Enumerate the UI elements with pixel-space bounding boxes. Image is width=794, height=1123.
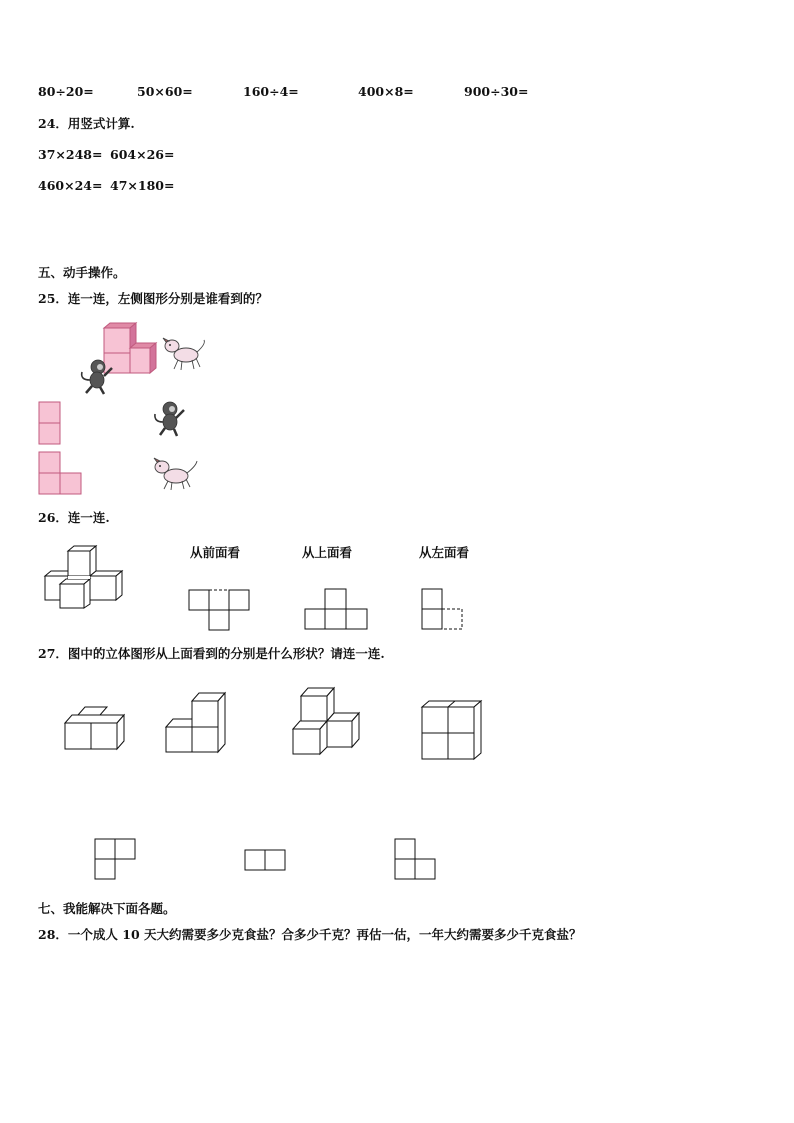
section-7-heading: 七、我能解决下面各题。	[38, 901, 176, 916]
arith-item-4: 400×8=	[358, 84, 414, 99]
q27-solid-1	[64, 706, 126, 750]
q26-view-label-top: 从上面看	[302, 545, 353, 560]
arith-item-5: 900÷30=	[464, 84, 529, 99]
q27-title: 27．图中的立体图形从上面看到的分别是什么形状？请连一连.	[38, 646, 385, 661]
q27-solid-4	[421, 700, 483, 760]
q26-view-label-left: 从左面看	[419, 545, 470, 560]
q27-top-view-3	[394, 838, 438, 882]
q26-view-column-dashed	[421, 588, 465, 631]
arith-item-2: 50×60=	[137, 84, 193, 99]
q24-item-1: 37×248=	[38, 147, 103, 162]
dog-icon	[152, 458, 200, 492]
q26-view-inverted-t	[304, 588, 368, 631]
dog-icon	[160, 338, 208, 372]
q28-title: 28．一个成人 10 天大约需要多少克食盐？合多少千克？再估一估，一年大约需要多少千克食盐？	[38, 927, 582, 942]
monkey-icon	[78, 358, 114, 396]
q26-view-label-front: 从前面看	[190, 545, 241, 560]
q26-solid-figure	[44, 545, 124, 609]
q27-top-view-1	[94, 838, 138, 882]
q26-title: 26．连一连.	[38, 510, 110, 525]
q27-top-view-2	[244, 849, 288, 871]
q25-title: 25．连一连，左侧图形分别是谁看到的？	[38, 291, 268, 306]
q24-title: 24．用竖式计算.	[38, 116, 135, 131]
q27-solid-3	[292, 687, 362, 755]
q27-solid-2	[165, 692, 227, 754]
q25-view-column	[38, 401, 62, 445]
q24-item-4: 47×180=	[110, 178, 175, 193]
section-5-heading: 五、动手操作。	[38, 265, 126, 280]
q25-view-l-shape	[38, 451, 84, 495]
q24-item-2: 604×26=	[110, 147, 175, 162]
q24-item-3: 460×24=	[38, 178, 103, 193]
q26-view-t-shape	[188, 589, 250, 631]
arith-item-1: 80÷20=	[38, 84, 94, 99]
monkey-icon	[152, 400, 188, 438]
arith-item-3: 160÷4=	[243, 84, 299, 99]
